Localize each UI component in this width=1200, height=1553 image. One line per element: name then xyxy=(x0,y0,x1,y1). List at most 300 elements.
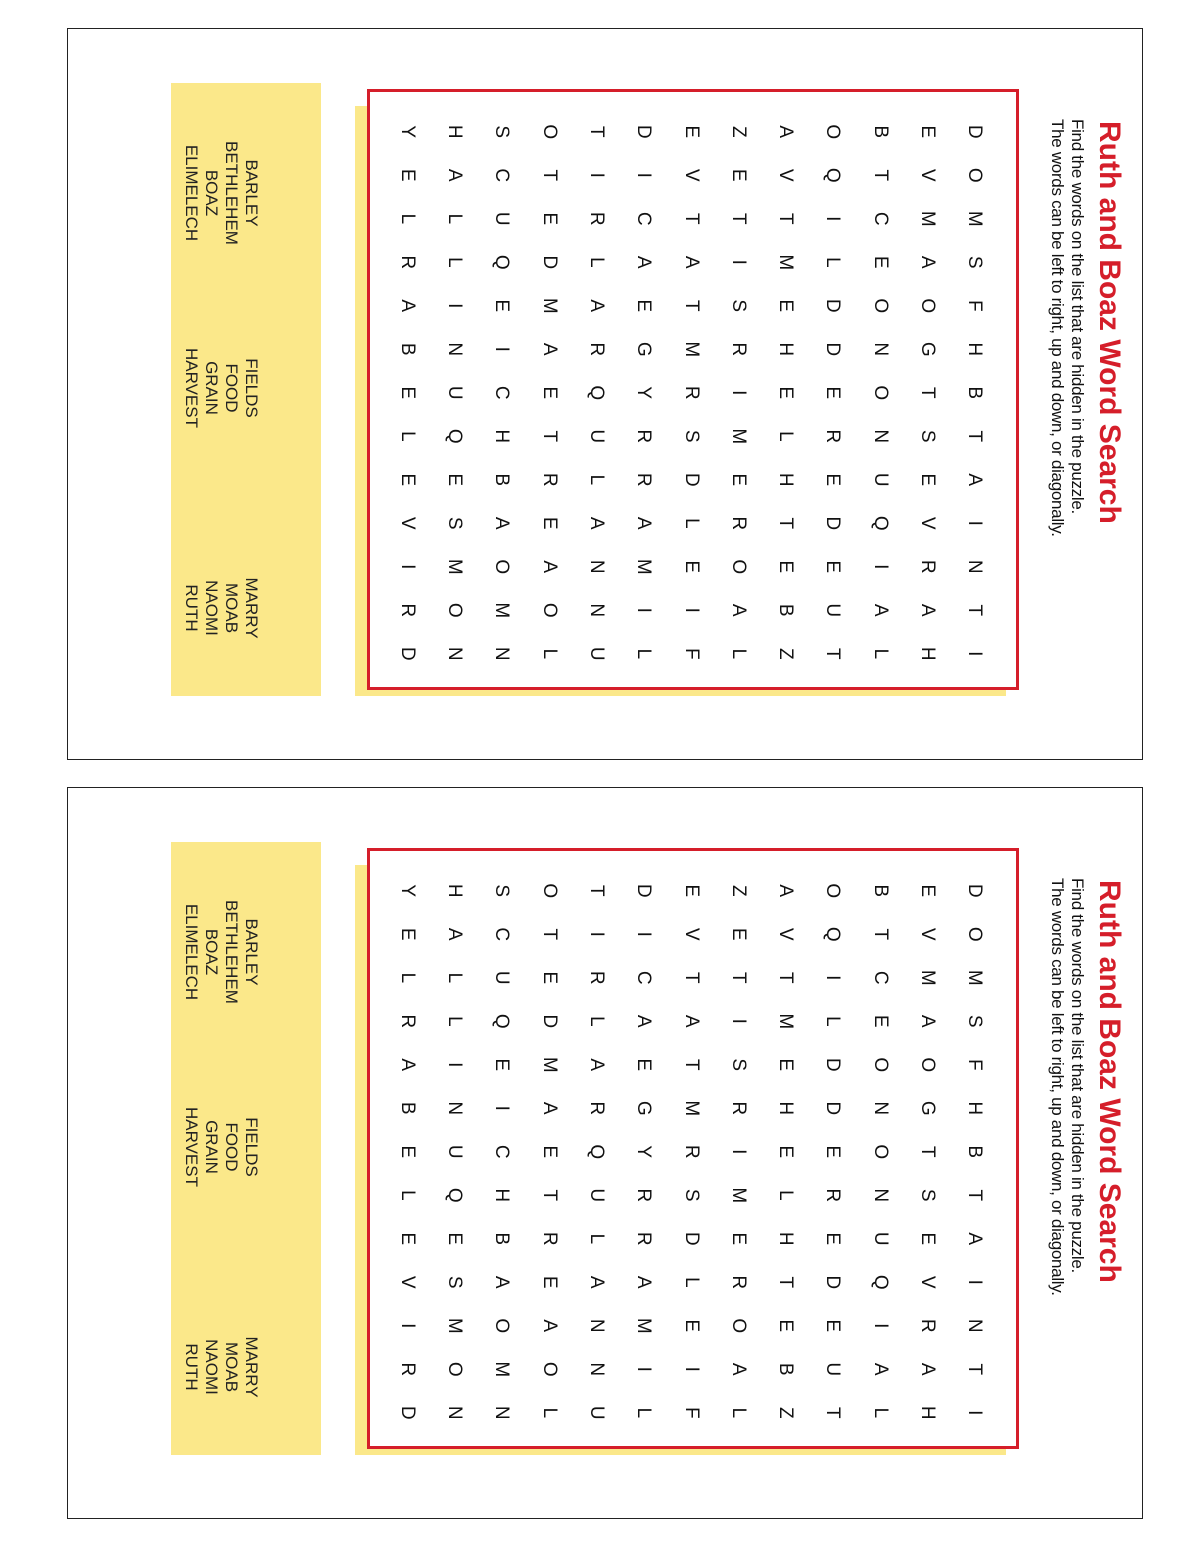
grid-letter: H xyxy=(964,1101,986,1116)
grid-letter: D xyxy=(396,646,418,661)
grid-letter: A xyxy=(585,1058,607,1072)
grid-letter: A xyxy=(585,299,607,313)
grid-letter: O xyxy=(538,883,560,899)
grid-letter: R xyxy=(538,1231,560,1246)
grid-letter: L xyxy=(727,1407,749,1419)
grid-letter: M xyxy=(680,1100,702,1117)
word-item: FIELDS xyxy=(242,358,261,418)
grid-letter: C xyxy=(869,211,891,226)
grid-letter: D xyxy=(538,1014,560,1029)
letter-grid xyxy=(383,869,998,1435)
grid-letter: S xyxy=(727,1058,749,1072)
word-item: MOAB xyxy=(222,1341,241,1393)
grid-letter: B xyxy=(491,473,513,487)
grid-letter: Z xyxy=(775,647,797,660)
grid-letter: E xyxy=(396,386,418,400)
grid-letter: M xyxy=(727,428,749,445)
grid-letter: D xyxy=(822,1057,844,1072)
grid-letter: I xyxy=(633,931,655,937)
grid-letter: A xyxy=(917,255,939,269)
grid-letter: R xyxy=(822,1188,844,1203)
grid-letter: A xyxy=(680,255,702,269)
grid-letter: E xyxy=(680,560,702,574)
grid-letter: A xyxy=(444,168,466,182)
grid-letter: T xyxy=(822,1406,844,1419)
grid-letter: L xyxy=(869,1407,891,1419)
grid-letter: O xyxy=(822,883,844,899)
grid-letter: M xyxy=(917,210,939,227)
grid-letter: E xyxy=(491,1058,513,1072)
grid-letter: T xyxy=(964,430,986,443)
word-item: FOOD xyxy=(222,1122,241,1172)
grid-letter: C xyxy=(491,927,513,942)
grid-letter: C xyxy=(633,970,655,985)
grid-letter: Q xyxy=(869,1274,891,1290)
grid-letter: H xyxy=(444,124,466,139)
word-item: BOAZ xyxy=(202,169,221,217)
grid-letter: T xyxy=(680,1058,702,1071)
grid-letter: R xyxy=(585,970,607,985)
grid-letter: R xyxy=(633,472,655,487)
puzzle-title: Ruth and Boaz Word Search xyxy=(1093,121,1126,524)
grid-letter: A xyxy=(917,1014,939,1028)
word-item: BARLEY xyxy=(242,159,261,227)
grid-letter: A xyxy=(491,1275,513,1289)
grid-letter: O xyxy=(869,1057,891,1073)
grid-letter: U xyxy=(822,1362,844,1377)
grid-letter: M xyxy=(444,558,466,575)
grid-letter: O xyxy=(869,385,891,401)
grid-letter: A xyxy=(727,1362,749,1376)
grid-letter: E xyxy=(822,1319,844,1333)
grid-letter: A xyxy=(917,1362,939,1376)
grid-letter: N xyxy=(869,1101,891,1116)
grid-letter: Y xyxy=(396,884,418,898)
word-item: NAOMI xyxy=(202,1339,221,1395)
grid-letter: A xyxy=(396,1058,418,1072)
puzzle-sheet xyxy=(68,29,1144,761)
grid-letter: R xyxy=(396,1014,418,1029)
grid-letter: R xyxy=(822,429,844,444)
grid-letter: E xyxy=(727,927,749,941)
grid-letter: A xyxy=(964,1232,986,1246)
grid-letter: D xyxy=(680,472,702,487)
grid-letter: T xyxy=(680,299,702,312)
grid-letter: H xyxy=(775,342,797,357)
letter-grid-frame xyxy=(367,89,1019,690)
word-item: RUTH xyxy=(182,1343,201,1391)
grid-letter: A xyxy=(917,603,939,617)
grid-letter: S xyxy=(964,255,986,269)
grid-letter: A xyxy=(396,299,418,313)
grid-letter: A xyxy=(538,560,560,574)
grid-letter: N xyxy=(869,429,891,444)
grid-letter: G xyxy=(633,341,655,357)
grid-letter: M xyxy=(775,1013,797,1030)
grid-letter: A xyxy=(775,125,797,139)
grid-letter: R xyxy=(396,1362,418,1377)
grid-letter: D xyxy=(822,342,844,357)
letter-grid-frame xyxy=(367,848,1019,1449)
grid-letter: T xyxy=(775,212,797,225)
grid-letter: M xyxy=(775,254,797,271)
word-item: FIELDS xyxy=(242,1117,261,1177)
grid-letter: M xyxy=(491,602,513,619)
grid-letter: S xyxy=(680,1188,702,1202)
grid-letter: E xyxy=(917,884,939,898)
grid-letter: N xyxy=(444,646,466,661)
word-bank xyxy=(171,83,321,696)
grid-letter: Z xyxy=(727,125,749,138)
grid-letter: C xyxy=(869,970,891,985)
word-item: ELIMELECH xyxy=(182,903,201,1001)
grid-letter: N xyxy=(444,342,466,357)
grid-letter: E xyxy=(727,473,749,487)
grid-letter: A xyxy=(585,1275,607,1289)
grid-letter: N xyxy=(869,342,891,357)
grid-letter: V xyxy=(917,1275,939,1289)
grid-letter: F xyxy=(680,647,702,660)
word-item: GRAIN xyxy=(202,1120,221,1174)
grid-letter: U xyxy=(585,1188,607,1203)
grid-letter: E xyxy=(538,1145,560,1159)
grid-letter: L xyxy=(444,1015,466,1027)
grid-letter: I xyxy=(396,564,418,570)
grid-letter: O xyxy=(869,1144,891,1160)
grid-letter: E xyxy=(538,1275,560,1289)
grid-letter: E xyxy=(869,1014,891,1028)
grid-letter: H xyxy=(491,429,513,444)
grid-letter: U xyxy=(869,472,891,487)
grid-letter: V xyxy=(680,927,702,941)
grid-letter: I xyxy=(727,1018,749,1024)
grid-letter: E xyxy=(396,1232,418,1246)
grid-letter: Y xyxy=(396,125,418,139)
grid-letter: R xyxy=(727,1101,749,1116)
word-item: MARRY xyxy=(242,577,261,639)
grid-letter: I xyxy=(869,564,891,570)
grid-letter: L xyxy=(822,256,844,268)
grid-letter: V xyxy=(396,516,418,530)
grid-letter: V xyxy=(680,168,702,182)
grid-letter: M xyxy=(633,558,655,575)
grid-letter: E xyxy=(869,255,891,269)
grid-letter: T xyxy=(538,169,560,182)
instructions-line-2: The words can be left to right, up and down, or diagonally. xyxy=(1048,119,1067,537)
grid-letter: D xyxy=(538,255,560,270)
grid-letter: D xyxy=(822,1275,844,1290)
grid-letter: M xyxy=(538,297,560,314)
grid-letter: T xyxy=(917,386,939,399)
grid-letter: A xyxy=(538,342,560,356)
grid-letter: D xyxy=(822,516,844,531)
grid-letter: T xyxy=(727,212,749,225)
grid-letter: T xyxy=(680,212,702,225)
grid-letter: T xyxy=(775,971,797,984)
grid-letter: T xyxy=(680,971,702,984)
grid-letter: I xyxy=(396,1323,418,1329)
instructions-line-1: Find the words on the list that are hidden in the puzzle. xyxy=(1068,119,1087,514)
grid-letter: R xyxy=(396,603,418,618)
grid-letter: L xyxy=(538,648,560,660)
grid-letter: I xyxy=(633,1366,655,1372)
grid-letter: S xyxy=(444,516,466,530)
grid-letter: T xyxy=(869,169,891,182)
grid-letter: I xyxy=(444,1062,466,1068)
word-item: HARVEST xyxy=(182,348,201,428)
grid-letter: A xyxy=(680,1014,702,1028)
grid-letter: A xyxy=(444,927,466,941)
grid-letter: E xyxy=(775,560,797,574)
grid-letter: L xyxy=(775,430,797,442)
grid-letter: L xyxy=(585,1015,607,1027)
grid-letter: Q xyxy=(444,1187,466,1203)
grid-letter: S xyxy=(917,1188,939,1202)
grid-letter: O xyxy=(917,298,939,314)
grid-letter: U xyxy=(444,385,466,400)
grid-letter: V xyxy=(917,168,939,182)
grid-letter: L xyxy=(396,1189,418,1201)
grid-letter: L xyxy=(538,1407,560,1419)
grid-letter: O xyxy=(538,1361,560,1377)
grid-letter: G xyxy=(917,1100,939,1116)
letter-grid xyxy=(383,110,998,676)
grid-letter: E xyxy=(775,386,797,400)
grid-letter: T xyxy=(917,1145,939,1158)
grid-letter: R xyxy=(727,1275,749,1290)
grid-letter: E xyxy=(775,299,797,313)
instructions-line-1: Find the words on the list that are hidden in the puzzle. xyxy=(1068,878,1087,1273)
grid-letter: E xyxy=(822,386,844,400)
grid-letter: B xyxy=(964,386,986,400)
grid-letter: T xyxy=(964,604,986,617)
word-item: BETHLEHEM xyxy=(222,900,241,1004)
grid-letter: C xyxy=(491,168,513,183)
grid-letter: B xyxy=(869,125,891,139)
grid-letter: V xyxy=(775,168,797,182)
grid-letter: R xyxy=(633,1231,655,1246)
grid-letter: B xyxy=(869,884,891,898)
grid-letter: L xyxy=(869,648,891,660)
grid-letter: A xyxy=(633,516,655,530)
grid-letter: Y xyxy=(633,386,655,400)
grid-letter: D xyxy=(822,1101,844,1116)
grid-letter: O xyxy=(727,559,749,575)
grid-letter: O xyxy=(917,1057,939,1073)
grid-letter: H xyxy=(444,883,466,898)
grid-letter: V xyxy=(917,927,939,941)
grid-letter: S xyxy=(491,884,513,898)
word-column-3 xyxy=(181,1307,261,1427)
grid-letter: L xyxy=(633,1407,655,1419)
grid-letter: H xyxy=(775,1231,797,1246)
grid-letter: M xyxy=(633,1317,655,1334)
grid-letter: S xyxy=(727,299,749,313)
grid-letter: T xyxy=(869,928,891,941)
grid-letter: L xyxy=(444,213,466,225)
grid-letter: Z xyxy=(775,1406,797,1419)
grid-letter: E xyxy=(680,1319,702,1333)
grid-letter: M xyxy=(538,1056,560,1073)
grid-letter: E xyxy=(491,299,513,313)
grid-letter: H xyxy=(491,1188,513,1203)
grid-letter: F xyxy=(964,299,986,312)
grid-letter: L xyxy=(680,517,702,529)
grid-letter: B xyxy=(491,1232,513,1246)
puzzle-card-bottom xyxy=(67,787,1143,1519)
grid-letter: Q xyxy=(491,1013,513,1029)
grid-letter: E xyxy=(680,125,702,139)
grid-letter: R xyxy=(538,472,560,487)
grid-letter: I xyxy=(727,259,749,265)
grid-letter: E xyxy=(775,1319,797,1333)
grid-letter: Z xyxy=(727,884,749,897)
word-column-1 xyxy=(181,882,261,1022)
grid-letter: T xyxy=(775,1276,797,1289)
grid-letter: U xyxy=(585,429,607,444)
grid-letter: L xyxy=(633,648,655,660)
grid-letter: N xyxy=(585,603,607,618)
grid-letter: N xyxy=(869,1188,891,1203)
grid-letter: N xyxy=(444,1101,466,1116)
grid-letter: F xyxy=(680,1406,702,1419)
grid-letter: U xyxy=(491,211,513,226)
grid-letter: T xyxy=(585,884,607,897)
grid-letter: E xyxy=(444,1232,466,1246)
grid-letter: E xyxy=(727,1232,749,1246)
grid-letter: M xyxy=(727,1187,749,1204)
grid-letter: E xyxy=(538,971,560,985)
grid-letter: N xyxy=(491,646,513,661)
word-item: BOAZ xyxy=(202,928,221,976)
grid-letter: E xyxy=(822,560,844,574)
grid-letter: O xyxy=(727,1318,749,1334)
grid-letter: R xyxy=(633,1188,655,1203)
grid-letter: O xyxy=(444,602,466,618)
grid-letter: C xyxy=(491,1144,513,1159)
grid-letter: V xyxy=(396,1275,418,1289)
word-item: BETHLEHEM xyxy=(222,141,241,245)
grid-letter: Q xyxy=(491,254,513,270)
grid-letter: L xyxy=(396,972,418,984)
grid-letter: V xyxy=(775,927,797,941)
grid-letter: E xyxy=(633,1058,655,1072)
grid-letter: I xyxy=(633,607,655,613)
grid-letter: G xyxy=(633,1100,655,1116)
grid-letter: I xyxy=(964,1279,986,1285)
grid-letter: E xyxy=(917,125,939,139)
grid-letter: E xyxy=(396,1145,418,1159)
grid-letter: R xyxy=(680,385,702,400)
word-bank xyxy=(171,842,321,1455)
grid-letter: A xyxy=(869,603,891,617)
grid-letter: H xyxy=(917,646,939,661)
grid-letter: G xyxy=(917,341,939,357)
grid-letter: I xyxy=(585,931,607,937)
word-column-1 xyxy=(181,123,261,263)
word-item: BARLEY xyxy=(242,918,261,986)
grid-letter: A xyxy=(538,1319,560,1333)
grid-letter: O xyxy=(869,298,891,314)
grid-letter: I xyxy=(964,520,986,526)
grid-letter: N xyxy=(964,559,986,574)
grid-letter: O xyxy=(444,1361,466,1377)
word-item: FOOD xyxy=(222,363,241,413)
grid-letter: U xyxy=(491,970,513,985)
grid-letter: I xyxy=(444,303,466,309)
grid-letter: L xyxy=(775,1189,797,1201)
grid-letter: I xyxy=(727,1149,749,1155)
grid-letter: R xyxy=(633,429,655,444)
grid-letter: L xyxy=(585,256,607,268)
grid-letter: N xyxy=(585,1318,607,1333)
grid-letter: L xyxy=(396,213,418,225)
grid-letter: A xyxy=(633,255,655,269)
grid-letter: I xyxy=(680,1366,702,1372)
instructions-line-2: The words can be left to right, up and down, or diagonally. xyxy=(1048,878,1067,1296)
grid-letter: Q xyxy=(822,926,844,942)
grid-letter: Y xyxy=(633,1145,655,1159)
grid-letter: A xyxy=(633,1014,655,1028)
grid-letter: R xyxy=(585,211,607,226)
grid-letter: D xyxy=(396,1405,418,1420)
grid-letter: A xyxy=(964,473,986,487)
grid-letter: L xyxy=(822,1015,844,1027)
grid-letter: L xyxy=(585,474,607,486)
grid-letter: I xyxy=(822,216,844,222)
grid-letter: T xyxy=(538,1189,560,1202)
grid-letter: H xyxy=(775,472,797,487)
grid-letter: L xyxy=(444,256,466,268)
grid-letter: E xyxy=(396,473,418,487)
grid-letter: Q xyxy=(585,385,607,401)
word-item: HARVEST xyxy=(182,1107,201,1187)
grid-letter: E xyxy=(775,1145,797,1159)
grid-letter: D xyxy=(822,298,844,313)
grid-letter: Q xyxy=(869,515,891,531)
grid-letter: T xyxy=(538,430,560,443)
grid-letter: A xyxy=(727,603,749,617)
grid-letter: V xyxy=(917,516,939,530)
grid-letter: R xyxy=(396,255,418,270)
grid-letter: R xyxy=(727,342,749,357)
word-item: GRAIN xyxy=(202,361,221,415)
grid-letter: U xyxy=(869,1231,891,1246)
grid-letter: Q xyxy=(822,167,844,183)
grid-letter: I xyxy=(869,1323,891,1329)
grid-letter: N xyxy=(964,1318,986,1333)
grid-letter: T xyxy=(538,928,560,941)
grid-letter: M xyxy=(444,1317,466,1334)
grid-letter: U xyxy=(585,1405,607,1420)
grid-letter: E xyxy=(396,168,418,182)
grid-letter: O xyxy=(538,124,560,140)
grid-letter: B xyxy=(964,1145,986,1159)
grid-letter: E xyxy=(917,1232,939,1246)
grid-letter: L xyxy=(680,1276,702,1288)
grid-letter: D xyxy=(964,883,986,898)
grid-letter: B xyxy=(775,603,797,617)
grid-letter: R xyxy=(680,1144,702,1159)
grid-letter: I xyxy=(491,346,513,352)
grid-letter: I xyxy=(633,172,655,178)
grid-letter: N xyxy=(585,1362,607,1377)
grid-letter: D xyxy=(633,124,655,139)
grid-letter: O xyxy=(538,602,560,618)
grid-letter: A xyxy=(775,884,797,898)
grid-letter: Q xyxy=(585,1144,607,1160)
puzzle-title: Ruth and Boaz Word Search xyxy=(1093,880,1126,1283)
